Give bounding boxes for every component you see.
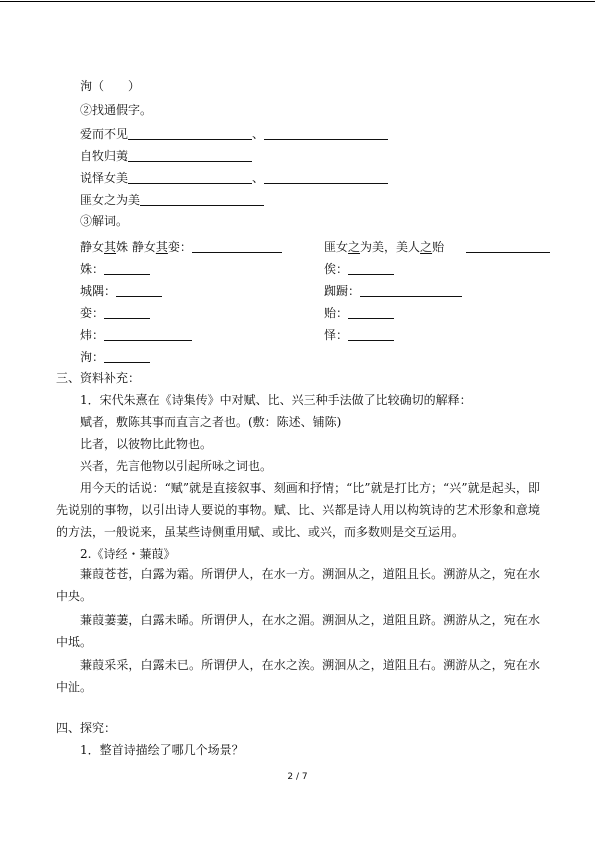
vocab-chichu bbox=[324, 284, 462, 297]
answer-blank[interactable] bbox=[264, 127, 388, 140]
vocab-yi bbox=[324, 306, 394, 319]
vocab-text: 姝 静女 bbox=[116, 240, 156, 254]
answer-blank[interactable] bbox=[128, 171, 252, 184]
poem-stanza-2: 蒹葭萋萋，白露未晞。所谓伊人，在水之湄。溯洄从之，道阻且跻。溯游从之，宛在水中坻。 bbox=[56, 613, 540, 649]
definition-fu: 赋者，敷陈其事而直言之者也。(敷：陈述、铺陈) bbox=[80, 415, 342, 429]
vocab-wei bbox=[80, 328, 192, 341]
q-aier-bujian-label: 爱而不见 bbox=[80, 127, 129, 141]
vocab-si bbox=[324, 262, 394, 275]
answer-blank[interactable] bbox=[104, 262, 150, 275]
vocab-underlined: 其 bbox=[104, 240, 117, 254]
answer-blank[interactable] bbox=[348, 328, 394, 341]
vocab-text: 为美，美人 bbox=[360, 240, 421, 254]
q-find-tongjia: ②找通假字。 bbox=[80, 103, 153, 117]
page-number: 2 / 7 bbox=[287, 772, 308, 782]
answer-blank[interactable] bbox=[348, 262, 394, 275]
section-3-item-2: 2.《诗经・蒹葭》 bbox=[80, 547, 176, 561]
q-fei-nv-wei-mei-label: 匪女之为美 bbox=[80, 193, 141, 207]
paragraph-modern-explanation: 用今天的话说：“赋”就是直接叙事、刻画和抒情；“比”就是打比方；“兴”就是起头，即先说别的事物，以引出诗人要说的事物。赋、比、兴都是诗人用以构筑诗的艺术形象和意境的方法，一般说来，虽某些诗侧重用赋、或比、或兴，而多数则是交互运用。 bbox=[56, 481, 540, 539]
section-4-heading: 四、探究： bbox=[56, 721, 117, 735]
vocab-text: 洵： bbox=[80, 350, 105, 364]
vocab-text: 娈： bbox=[167, 240, 192, 254]
vocab-text: 炜： bbox=[80, 328, 105, 342]
vocab-text: 俟： bbox=[324, 262, 349, 276]
answer-blank[interactable] bbox=[192, 240, 282, 253]
q-explain-words: ③解词。 bbox=[80, 214, 129, 228]
answer-blank[interactable] bbox=[128, 127, 252, 140]
answer-blank[interactable] bbox=[104, 328, 192, 341]
vocab-text: 怿： bbox=[324, 328, 349, 342]
definition-bi: 比者，以彼物比此物也。 bbox=[80, 437, 213, 451]
poem-stanza-1: 蒹葭苍苍，白露为霜。所谓伊人，在水一方。溯洄从之，道阻且长。溯游从之，宛在水中央。 bbox=[56, 567, 540, 603]
definition-xing: 兴者，先言他物以引起所咏之词也。 bbox=[80, 459, 273, 473]
vocab-text: 贻： bbox=[324, 306, 349, 320]
vocab-underlined: 其 bbox=[155, 240, 168, 254]
vocab-text: 匪女 bbox=[324, 240, 349, 254]
q-zimu-guiti bbox=[80, 149, 252, 162]
vocab-text: 娈： bbox=[80, 306, 105, 320]
answer-blank[interactable] bbox=[104, 350, 150, 363]
q-aier-bujian bbox=[80, 127, 388, 140]
q-zimu-guiti-label: 自牧归荑 bbox=[80, 149, 129, 163]
vocab-chengyu bbox=[80, 284, 162, 297]
vocab-yi2 bbox=[324, 328, 394, 341]
answer-blank[interactable] bbox=[140, 193, 264, 206]
answer-blank[interactable] bbox=[348, 306, 394, 319]
vocab-jingnv bbox=[80, 240, 282, 253]
vocab-feinv bbox=[324, 240, 550, 253]
poem-stanza-3: 蒹葭采采，白露未已。所谓伊人，在水之涘。溯洄从之，道阻且右。溯游从之，宛在水中沚。 bbox=[56, 658, 540, 694]
answer-blank[interactable] bbox=[116, 284, 162, 297]
vocab-shu bbox=[80, 262, 150, 275]
q-yue-yi-nv-mei-label: 说怿女美 bbox=[80, 171, 129, 185]
section-3-item-1: 1．宋代朱熹在《诗集传》中对赋、比、兴三种手法做了比较确切的解释： bbox=[80, 393, 472, 407]
separator: 、 bbox=[252, 127, 265, 141]
separator: 、 bbox=[252, 171, 265, 185]
q-tao-paren: 洵（ ） bbox=[80, 79, 141, 93]
vocab-text: 城隅： bbox=[80, 284, 117, 298]
vocab-xun bbox=[80, 350, 150, 363]
top-rule bbox=[0, 1, 595, 2]
answer-blank[interactable] bbox=[128, 149, 252, 162]
section-3-heading: 三、资料补充： bbox=[56, 371, 141, 385]
vocab-underlined: 之 bbox=[348, 240, 361, 254]
section-4-question-1: 1．整首诗描绘了哪几个场景？ bbox=[80, 743, 244, 757]
vocab-luan bbox=[80, 306, 150, 319]
answer-blank[interactable] bbox=[466, 240, 550, 253]
answer-blank[interactable] bbox=[264, 171, 388, 184]
answer-blank[interactable] bbox=[360, 284, 462, 297]
answer-blank[interactable] bbox=[104, 306, 150, 319]
vocab-underlined: 之 bbox=[420, 240, 433, 254]
vocab-text: 姝： bbox=[80, 262, 105, 276]
vocab-text: 静女 bbox=[80, 240, 105, 254]
q-yue-yi-nv-mei bbox=[80, 171, 388, 184]
q-fei-nv-wei-mei bbox=[80, 193, 264, 206]
vocab-text: 贻 bbox=[432, 240, 445, 254]
vocab-text: 踟蹰： bbox=[324, 284, 361, 298]
